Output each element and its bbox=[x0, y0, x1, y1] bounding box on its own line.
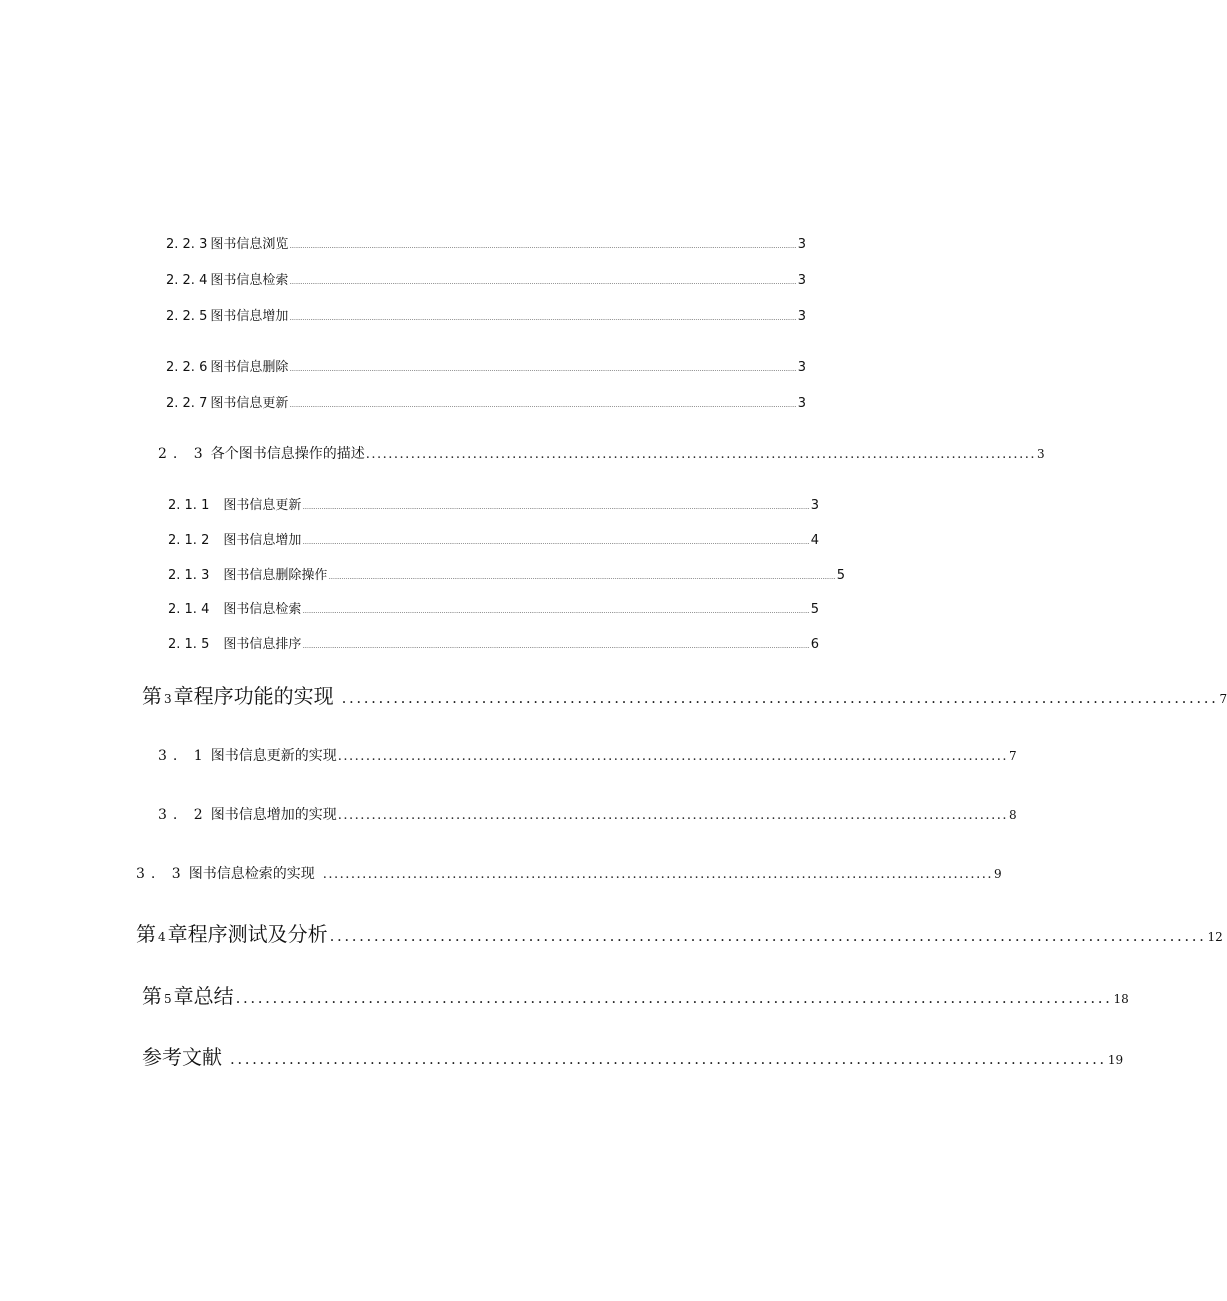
toc-entry-page: 4 bbox=[810, 533, 819, 548]
toc-dot-leader: .......................................................................................................................................................................................................................................................................... bbox=[328, 574, 836, 581]
toc-entry-page: 3 bbox=[797, 396, 806, 411]
toc-entry-2-1-3[interactable] bbox=[168, 564, 845, 583]
toc-chapter-title bbox=[142, 680, 334, 709]
toc-entry-title: 图书信息检索 bbox=[210, 273, 289, 288]
toc-chapter-number: 5 bbox=[164, 992, 172, 1006]
toc-dot-leader: ....................................................................................................................... bbox=[341, 689, 1219, 707]
toc-entry-number: 2. 1. 5 bbox=[168, 637, 210, 652]
toc-references-title: 参考文献 bbox=[142, 1045, 222, 1069]
toc-dot-leader: .......................................................................................................................................................................................................................................................................... bbox=[289, 402, 797, 409]
toc-entry-number: 3. 3 bbox=[136, 866, 187, 882]
toc-dot-leader: .......................................................................................................................................................................................................................................................................... bbox=[302, 504, 810, 511]
toc-entry-title: 图书信息检索的实现 bbox=[188, 866, 315, 882]
toc-entry-number: 2. 2. 4 bbox=[166, 273, 208, 288]
toc-entry-page: 3 bbox=[1036, 447, 1045, 461]
toc-dot-leader: ....................................................................................................................... bbox=[235, 989, 1113, 1007]
toc-entry-title: 图书信息增加的实现 bbox=[210, 807, 337, 823]
toc-entry-number: 2. 2. 7 bbox=[166, 396, 208, 411]
toc-entry-title: 图书信息更新 bbox=[210, 396, 289, 411]
toc-entry-number: 2. 1. 3 bbox=[168, 568, 210, 583]
toc-chapter-number: 3 bbox=[164, 692, 172, 706]
toc-entry-number: 2. 1. 2 bbox=[168, 533, 210, 548]
toc-entry-2-2-4[interactable] bbox=[166, 269, 806, 288]
toc-entry-2-2-7[interactable] bbox=[166, 392, 806, 411]
toc-entry-page: 12 bbox=[1207, 930, 1223, 944]
toc-dot-leader: .......................................................................................................................................................................................................................................................................... bbox=[289, 243, 797, 250]
toc-entry-title: 图书信息检索 bbox=[223, 602, 302, 617]
toc-entry-page: 5 bbox=[810, 602, 819, 617]
toc-chapter-title bbox=[142, 980, 234, 1009]
toc-entry-2-2-5[interactable] bbox=[166, 305, 806, 324]
toc-entry-number: 2. 1. 4 bbox=[168, 602, 210, 617]
toc-entry-title: 图书信息删除操作 bbox=[223, 568, 328, 583]
toc-entry-3-2[interactable] bbox=[158, 804, 1017, 824]
toc-chapter-prefix: 第 bbox=[142, 984, 162, 1008]
toc-chapter-title bbox=[136, 918, 328, 947]
toc-dot-leader: ....................................................................................................................... bbox=[230, 1050, 1107, 1068]
toc-chapter-suffix: 章总结 bbox=[173, 984, 234, 1008]
toc-entry-number: 2. 2. 5 bbox=[166, 309, 208, 324]
toc-entry-title: 各个图书信息操作的描述 bbox=[210, 446, 365, 462]
toc-entry-page: 9 bbox=[993, 867, 1002, 881]
toc-dot-leader: .......................................................................................................................................................................................................................................................................... bbox=[289, 366, 797, 373]
toc-entry-2-1-5[interactable] bbox=[168, 633, 819, 652]
toc-entry-page: 7 bbox=[1008, 749, 1017, 763]
toc-entry-page: 3 bbox=[797, 273, 806, 288]
toc-entry-number: 3. 1 bbox=[158, 748, 209, 764]
toc-chapter-5[interactable] bbox=[142, 980, 1129, 1009]
toc-entry-page: 19 bbox=[1107, 1053, 1124, 1067]
toc-entry-number: 2. 2. 6 bbox=[166, 360, 208, 375]
toc-dot-leader: ....................................................................................................................... bbox=[365, 447, 1036, 462]
toc-chapter-number: 4 bbox=[158, 930, 166, 944]
toc-dot-leader: .......................................................................................................................................................................................................................................................................... bbox=[289, 315, 797, 322]
toc-entry-title: 图书信息排序 bbox=[223, 637, 302, 652]
toc-dot-leader: .......................................................................................................................................................................................................................................................................... bbox=[302, 608, 810, 615]
toc-entry-3-1[interactable] bbox=[158, 745, 1017, 765]
toc-dot-leader: ....................................................................................................................... bbox=[322, 867, 993, 882]
toc-chapter-suffix: 章程序测试及分析 bbox=[167, 922, 328, 946]
toc-entry-2-2-6[interactable] bbox=[166, 356, 806, 375]
toc-entry-number: 2. 2. 3 bbox=[166, 237, 208, 252]
toc-entry-3-3[interactable] bbox=[136, 863, 1002, 883]
toc-entry-number: 2. 3 bbox=[158, 446, 209, 462]
toc-entry-page: 3 bbox=[797, 360, 806, 375]
toc-entry-2-1-4[interactable] bbox=[168, 598, 819, 617]
toc-dot-leader: ....................................................................................................................... bbox=[329, 927, 1207, 945]
toc-dot-leader: ....................................................................................................................... bbox=[337, 749, 1008, 764]
toc-entry-page: 18 bbox=[1113, 992, 1129, 1006]
toc-entry-page: 3 bbox=[797, 309, 806, 324]
toc-chapter-3[interactable] bbox=[142, 680, 1227, 709]
toc-dot-leader: .......................................................................................................................................................................................................................................................................... bbox=[302, 643, 810, 650]
toc-entry-page: 3 bbox=[797, 237, 806, 252]
toc-dot-leader: .......................................................................................................................................................................................................................................................................... bbox=[302, 539, 810, 546]
toc-entry-2-1-2[interactable] bbox=[168, 529, 819, 548]
toc-chapter-suffix: 章程序功能的实现 bbox=[173, 684, 334, 708]
toc-chapter-4[interactable] bbox=[136, 918, 1223, 947]
toc-entry-page: 3 bbox=[810, 498, 819, 513]
toc-entry-title: 图书信息增加 bbox=[223, 533, 302, 548]
toc-entry-title: 图书信息删除 bbox=[210, 360, 289, 375]
toc-entry-title: 图书信息更新的实现 bbox=[210, 748, 337, 764]
toc-entry-page: 7 bbox=[1219, 692, 1227, 706]
toc-dot-leader: ....................................................................................................................... bbox=[337, 808, 1008, 823]
toc-entry-page: 5 bbox=[836, 568, 845, 583]
toc-entry-2-2-3[interactable] bbox=[166, 233, 806, 252]
toc-entry-2-1-1[interactable] bbox=[168, 494, 819, 513]
toc-entry-2-3[interactable] bbox=[158, 443, 1045, 463]
toc-entry-title: 图书信息浏览 bbox=[210, 237, 289, 252]
toc-entry-page: 6 bbox=[810, 637, 819, 652]
toc-entry-page: 8 bbox=[1008, 808, 1017, 822]
toc-dot-leader: .......................................................................................................................................................................................................................................................................... bbox=[289, 279, 797, 286]
toc-chapter-prefix: 第 bbox=[142, 684, 162, 708]
toc-entry-number: 2. 1. 1 bbox=[168, 498, 210, 513]
toc-entry-title: 图书信息更新 bbox=[223, 498, 302, 513]
toc-chapter-prefix: 第 bbox=[136, 922, 156, 946]
toc-entry-number: 3. 2 bbox=[158, 807, 209, 823]
toc-references[interactable] bbox=[142, 1041, 1124, 1070]
toc-entry-title: 图书信息增加 bbox=[210, 309, 289, 324]
